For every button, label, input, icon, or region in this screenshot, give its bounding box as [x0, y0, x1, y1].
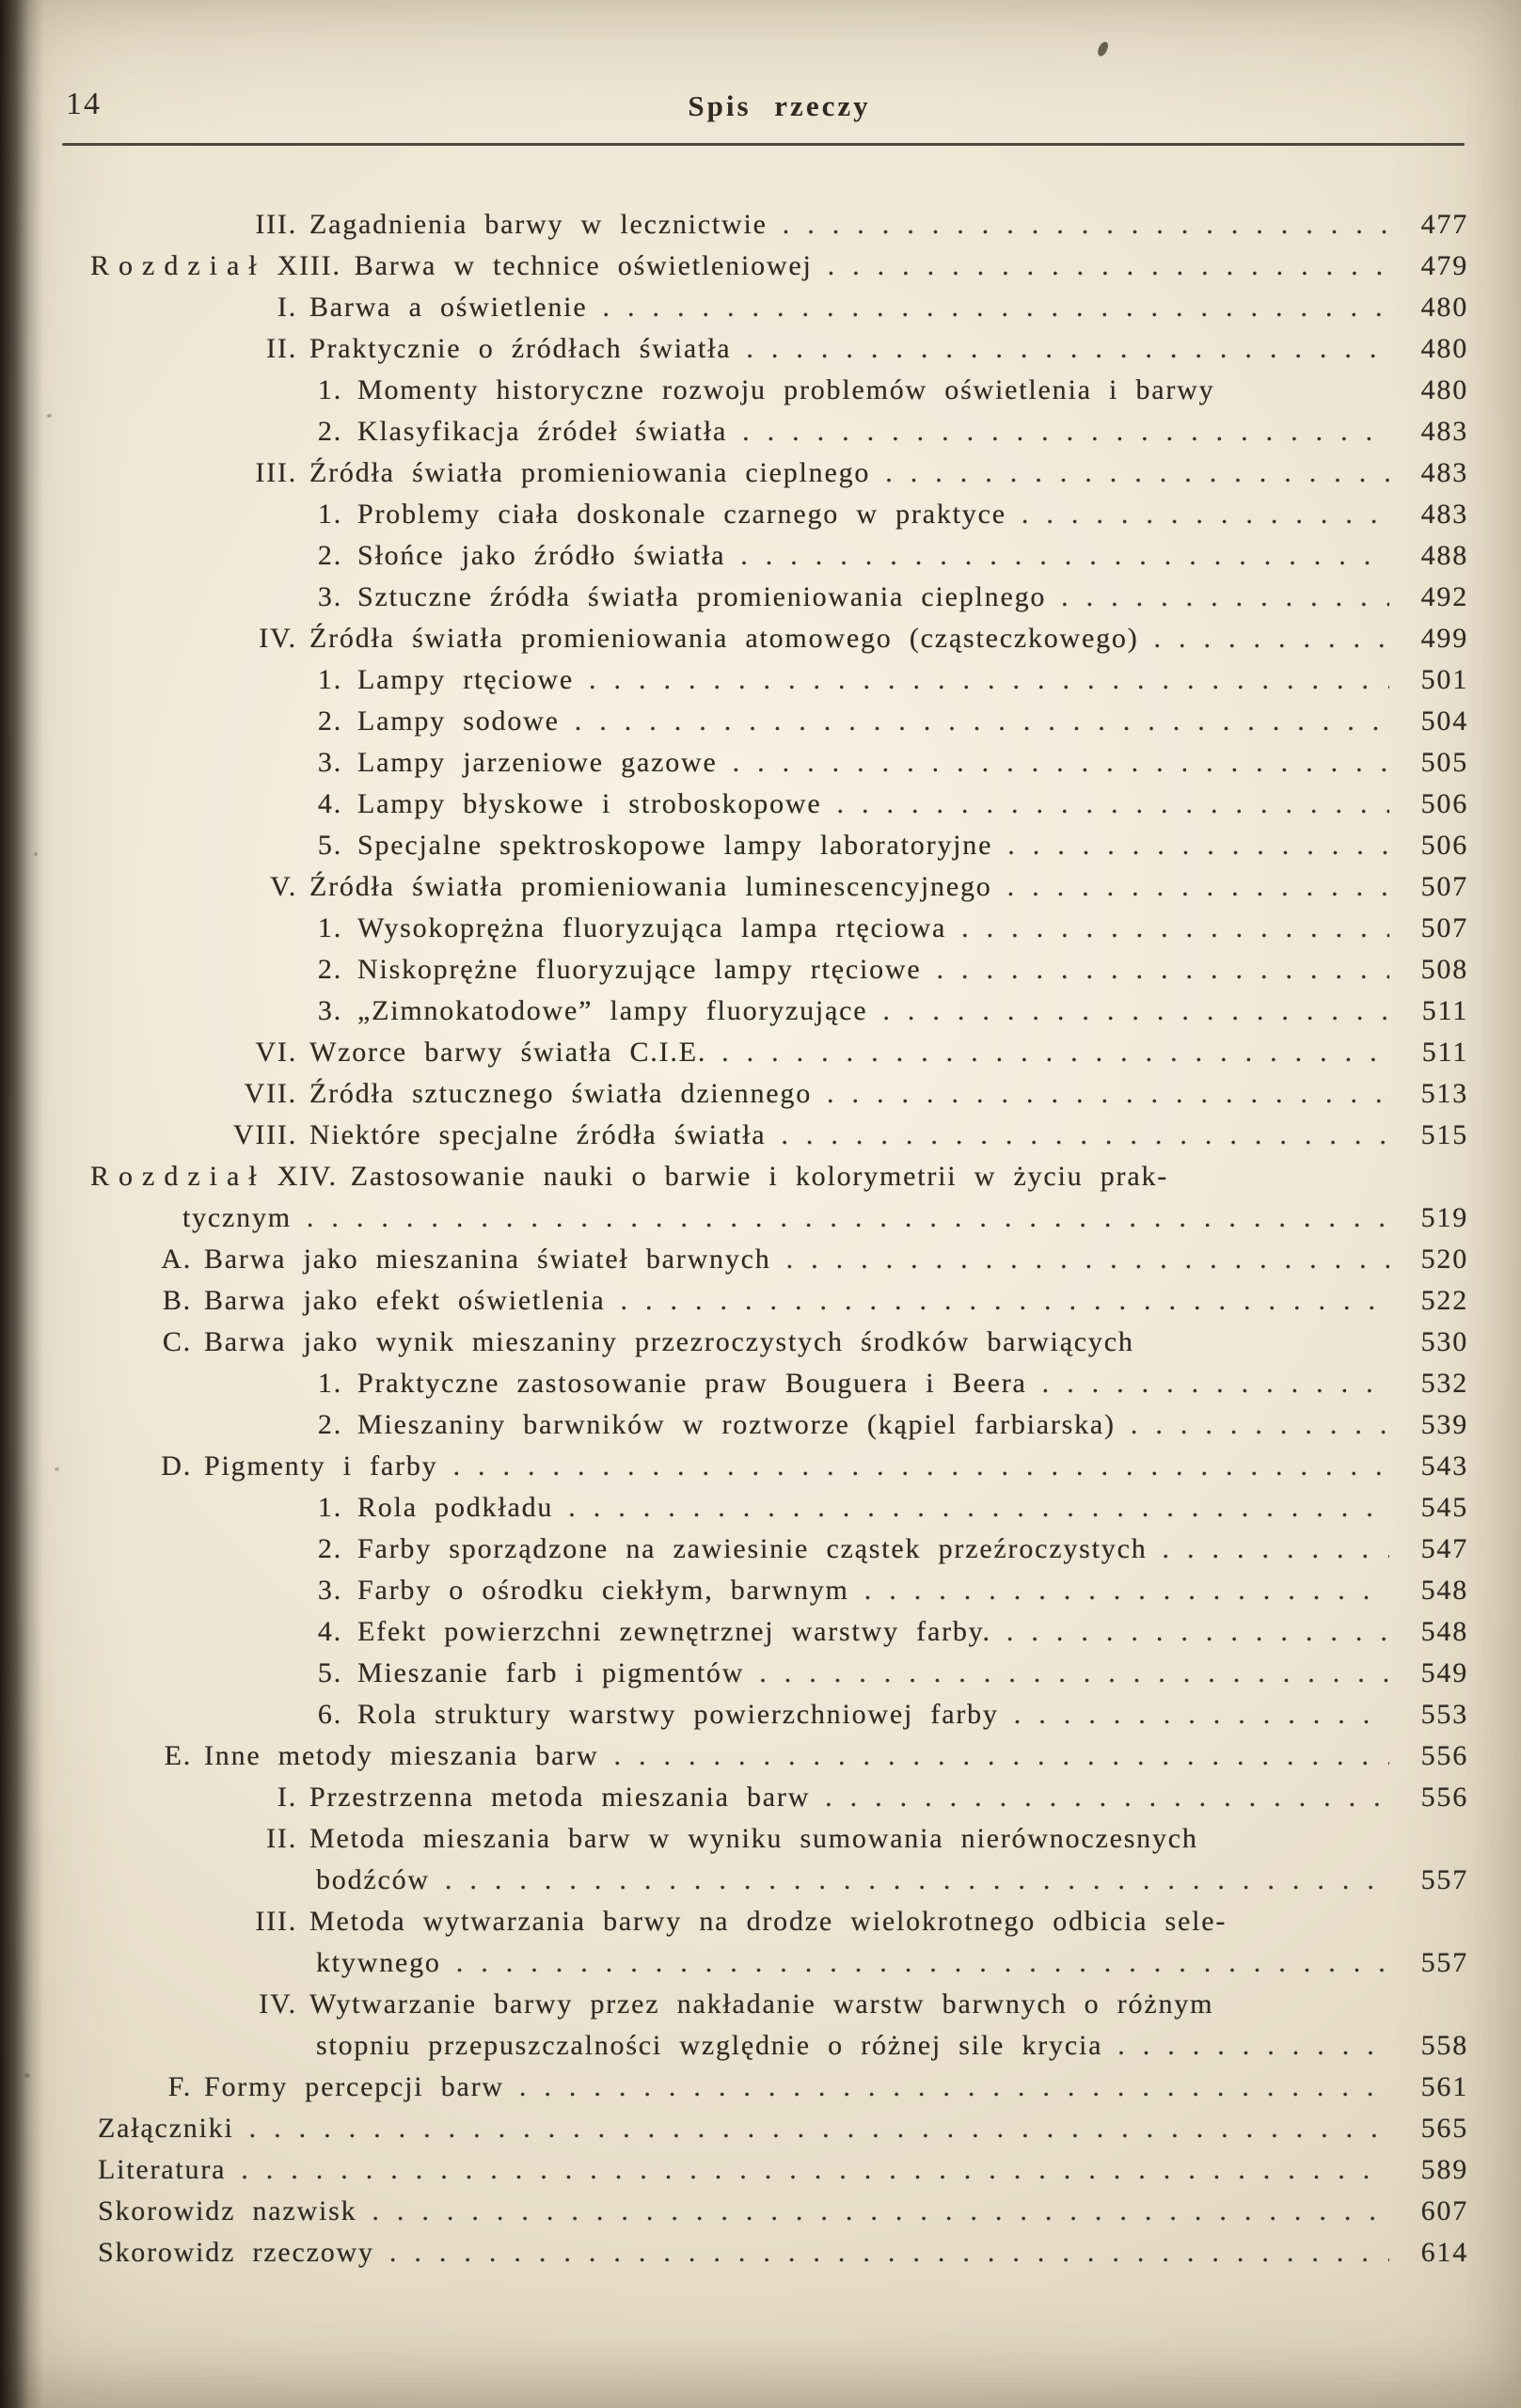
entry-title: tycznym	[182, 1202, 292, 1233]
entry-page-number: 511	[1421, 995, 1468, 1026]
dot-leader	[742, 411, 1389, 452]
entry-number: I.	[277, 1782, 297, 1813]
entry-number: 2.	[317, 954, 342, 985]
toc-entry	[90, 701, 1468, 742]
dot-leader	[721, 1032, 1389, 1073]
entry-number: II.	[266, 333, 297, 364]
entry-number: 4.	[317, 788, 342, 819]
entry-page-number: 492	[1420, 581, 1468, 612]
dot-leader	[827, 1073, 1389, 1115]
toc-entry	[90, 370, 1468, 411]
entry-title: Klasyfikacja źródeł światła	[357, 416, 728, 447]
entry-title: Niskoprężne fluoryzujące lampy rtęciowe	[357, 954, 922, 985]
entry-title: ktywnego	[316, 1947, 441, 1978]
toc-entry	[90, 577, 1468, 618]
entry-title: stopniu przepuszczalności względnie o różnej sile krycia	[316, 2030, 1103, 2061]
entry-title: Źródła światła promieniowania luminescencyjnego	[309, 871, 992, 902]
dot-leader	[1007, 866, 1389, 908]
toc-entry	[90, 494, 1468, 535]
entry-page-number: 561	[1420, 2071, 1468, 2102]
dot-leader	[786, 1239, 1389, 1280]
entry-page-number: 558	[1420, 2030, 1468, 2061]
entry-page-number: 480	[1420, 333, 1468, 364]
entry-title: Problemy ciała doskonale czarnego w praktyce	[357, 499, 1006, 530]
entry-page-number: 548	[1420, 1575, 1468, 1606]
entry-number: F.	[167, 2071, 192, 2102]
entry-page-number: 520	[1420, 1244, 1468, 1275]
entry-number: I.	[277, 292, 297, 323]
entry-page-number: 614	[1420, 2237, 1468, 2268]
entry-page-number: 479	[1420, 250, 1468, 281]
entry-page-number: 607	[1420, 2195, 1468, 2226]
entry-title: Momenty historyczne rozwoju problemów oświetlenia i barwy	[357, 374, 1215, 405]
entry-number: 1.	[317, 374, 342, 405]
dot-leader	[836, 784, 1389, 825]
toc-entry	[90, 2025, 1468, 2067]
entry-page-number: 565	[1420, 2113, 1468, 2144]
entry-page-number: 499	[1420, 623, 1468, 654]
entry-title: Skorowidz nazwisk	[98, 2195, 357, 2226]
entry-title: Przestrzenna metoda mieszania barw	[309, 1782, 811, 1813]
dot-leader	[620, 1280, 1389, 1322]
ink-speck	[1097, 40, 1110, 57]
entry-number: 3.	[317, 747, 342, 778]
entry-title: Praktycznie o źródłach światła	[309, 333, 732, 364]
toc-entry	[90, 908, 1468, 949]
entry-number: A.	[161, 1244, 192, 1275]
entry-number: E.	[164, 1740, 192, 1771]
entry-page-number: 547	[1420, 1533, 1468, 1564]
entry-page-number: 507	[1420, 912, 1468, 943]
ink-speck	[47, 414, 52, 418]
entry-title: Załączniki	[98, 2113, 234, 2144]
entry-title: Barwa jako efekt oświetlenia	[204, 1285, 606, 1316]
dot-leader	[1061, 577, 1389, 618]
dot-leader	[828, 246, 1389, 287]
entry-number: 2.	[317, 540, 342, 571]
entry-number: 2.	[317, 1409, 342, 1440]
toc-entry	[90, 1984, 1468, 2025]
dot-leader	[452, 1446, 1389, 1487]
entry-number: IV.	[259, 1988, 297, 2020]
entry-title: Efekt powierzchni zewnętrznej warstwy farby.	[357, 1616, 991, 1647]
entry-title: Farby o ośrodku ciekłym, barwnym	[357, 1575, 849, 1606]
dot-leader	[602, 287, 1389, 328]
toc-entry	[90, 866, 1468, 908]
dot-leader	[1022, 494, 1389, 535]
dot-leader	[733, 742, 1389, 784]
toc-entry	[90, 618, 1468, 659]
entry-page-number: 483	[1420, 499, 1468, 530]
entry-title: Niektóre specjalne źródła światła	[309, 1119, 767, 1150]
dot-leader	[575, 701, 1389, 742]
dot-leader	[936, 949, 1389, 990]
chapter-word: Rozdział	[90, 1161, 266, 1192]
toc-entry	[90, 1818, 1468, 1860]
entry-number: V.	[270, 871, 297, 902]
entry-title: Farby sporządzone na zawiesinie cząstek przeźroczystych	[357, 1533, 1148, 1564]
entry-page-number: 556	[1420, 1740, 1468, 1771]
entry-page-number: 522	[1420, 1285, 1468, 1316]
entry-page-number: 511	[1421, 1037, 1468, 1068]
dot-leader	[1117, 2025, 1389, 2067]
toc-entry	[90, 1735, 1468, 1777]
entry-number: 2.	[317, 1533, 342, 1564]
dot-leader	[519, 2067, 1389, 2108]
dot-leader	[1006, 1611, 1389, 1653]
dot-leader	[568, 1487, 1389, 1529]
toc-entry	[90, 246, 1468, 287]
entry-number: C.	[162, 1326, 192, 1357]
toc-entry	[90, 2149, 1468, 2191]
dot-leader	[1007, 825, 1389, 866]
toc-entry	[90, 1694, 1468, 1735]
dot-leader	[372, 2191, 1389, 2232]
entry-title: Lampy sodowe	[357, 705, 560, 737]
toc-entry	[90, 535, 1468, 577]
toc-entry	[90, 949, 1468, 990]
entry-number: 3.	[317, 995, 342, 1026]
toc-entry	[90, 1487, 1468, 1529]
entry-number: 2.	[317, 416, 342, 447]
entry-title: Słońce jako źródło światła	[357, 540, 726, 571]
ink-speck	[34, 852, 38, 856]
toc-entry	[90, 1156, 1468, 1197]
toc-entry	[90, 328, 1468, 370]
dot-leader	[1014, 1694, 1389, 1735]
entry-page-number: 480	[1420, 292, 1468, 323]
entry-title: bodźców	[316, 1864, 430, 1895]
dot-leader	[1154, 618, 1389, 659]
entry-title: Metoda mieszania barw w wyniku sumowania nierównoczesnych	[309, 1823, 1198, 1854]
entry-number: III.	[255, 457, 297, 488]
dot-leader	[746, 328, 1389, 370]
entry-title: Praktyczne zastosowanie praw Bouguera i Beera	[357, 1368, 1027, 1399]
toc-entry	[90, 2108, 1468, 2149]
entry-number: 5.	[317, 830, 342, 861]
dot-leader	[781, 1115, 1389, 1156]
toc-entry	[90, 1280, 1468, 1322]
dot-leader	[864, 1570, 1389, 1611]
entry-title: Pigmenty i farby	[204, 1450, 438, 1481]
toc-entry	[90, 1363, 1468, 1404]
entry-page-number: 557	[1420, 1947, 1468, 1978]
entry-number: B.	[162, 1285, 192, 1316]
dot-leader	[445, 1860, 1389, 1901]
entry-title: Mieszanie farb i pigmentów	[357, 1657, 745, 1688]
toc-entry	[90, 1446, 1468, 1487]
toc-entry	[90, 1777, 1468, 1818]
entry-title: Źródła światła promieniowania cieplnego	[309, 457, 871, 488]
entry-title: Specjalne spektroskopowe lampy laboratoryjne	[357, 830, 993, 861]
entry-title: Sztuczne źródła światła promieniowania cieplnego	[357, 581, 1047, 612]
entry-page-number: 530	[1420, 1326, 1468, 1357]
toc-entry	[90, 742, 1468, 784]
entry-title: Lampy jarzeniowe gazowe	[357, 747, 718, 778]
entry-title: Rola podkładu	[357, 1492, 554, 1523]
dot-leader	[456, 1942, 1389, 1984]
toc-entry	[90, 287, 1468, 328]
entry-number: D.	[161, 1450, 192, 1481]
toc-entry	[90, 1942, 1468, 1984]
toc-entry	[90, 1404, 1468, 1446]
dot-leader	[783, 204, 1389, 246]
dot-leader	[882, 990, 1389, 1032]
entry-title: Barwa w technice oświetleniowej	[354, 250, 813, 281]
entry-title: Rola struktury warstwy powierzchniowej farby	[357, 1699, 999, 1730]
entry-number: 2.	[317, 705, 342, 737]
entry-page-number: 488	[1420, 540, 1468, 571]
entry-page-number: 483	[1420, 457, 1468, 488]
entry-title: Mieszaniny barwników w roztworze (kąpiel farbiarska)	[357, 1409, 1116, 1440]
dot-leader	[249, 2108, 1389, 2149]
dot-leader	[740, 535, 1389, 577]
toc-entry	[90, 990, 1468, 1032]
entry-page-number: 548	[1420, 1616, 1468, 1647]
entry-title: Wzorce barwy światła C.I.E.	[309, 1037, 707, 1068]
dot-leader	[759, 1653, 1389, 1694]
toc-entry	[90, 1073, 1468, 1115]
entry-page-number: 504	[1420, 705, 1468, 737]
entry-number: II.	[266, 1823, 297, 1854]
toc-entry	[90, 1653, 1468, 1694]
entry-number: 1.	[317, 1492, 342, 1523]
entry-title: Wysokoprężna fluoryzująca lampa rtęciowa	[357, 912, 947, 943]
toc-entry	[90, 1901, 1468, 1942]
entry-title: Barwa jako mieszanina świateł barwnych	[204, 1244, 771, 1275]
entry-number: 1.	[317, 1368, 342, 1399]
toc-entry	[90, 1115, 1468, 1156]
entry-page-number: 507	[1420, 871, 1468, 902]
entry-page-number: 480	[1420, 374, 1468, 405]
ink-speck	[24, 2073, 30, 2078]
entry-title: Źródła sztucznego światła dziennego	[309, 1078, 812, 1109]
dot-leader	[589, 659, 1389, 701]
entry-page-number: 519	[1420, 1202, 1468, 1233]
entry-number: III.	[255, 209, 297, 240]
entry-number: III.	[255, 1906, 297, 1937]
ink-speck	[55, 1467, 59, 1471]
toc-entry	[90, 2067, 1468, 2108]
entry-title: Źródła światła promieniowania atomowego (cząsteczkowego)	[309, 623, 1139, 654]
entry-page-number: 557	[1420, 1864, 1468, 1895]
entry-number: 3.	[317, 581, 342, 612]
dot-leader	[1131, 1404, 1389, 1446]
entry-page-number: 501	[1420, 664, 1468, 695]
dot-leader	[885, 452, 1389, 494]
entry-page-number: 513	[1420, 1078, 1468, 1109]
toc-entry	[90, 1860, 1468, 1901]
entry-page-number: 508	[1420, 954, 1468, 985]
entry-title: Inne metody mieszania barw	[204, 1740, 599, 1771]
dot-leader	[241, 2149, 1389, 2191]
toc-entry	[90, 784, 1468, 825]
toc-entry	[90, 204, 1468, 246]
toc-entry	[90, 1239, 1468, 1280]
toc-entry	[90, 1197, 1468, 1239]
entry-page-number: 506	[1420, 830, 1468, 861]
toc-entry	[90, 659, 1468, 701]
dot-leader	[1042, 1363, 1389, 1404]
entry-title: Barwa jako wynik mieszaniny przezroczystych środków barwiących	[204, 1326, 1134, 1357]
toc-entry	[90, 2191, 1468, 2232]
entry-page-number: 553	[1420, 1699, 1468, 1730]
entry-title: Metoda wytwarzania barwy na drodze wielokrotnego odbicia sele-	[309, 1906, 1228, 1937]
entry-number: VIII.	[232, 1119, 297, 1150]
toc-entry	[90, 1570, 1468, 1611]
page-number: 14	[66, 87, 102, 121]
entry-number: 6.	[317, 1699, 342, 1730]
entry-title: Zastosowanie nauki o barwie i kolorymetrii w życiu prak-	[350, 1161, 1169, 1192]
dot-leader	[307, 1197, 1389, 1239]
toc-entry	[90, 1611, 1468, 1653]
entry-number: 3.	[317, 1575, 342, 1606]
entry-page-number: 543	[1420, 1450, 1468, 1481]
entry-number: IV.	[259, 623, 297, 654]
entry-page-number: 515	[1420, 1119, 1468, 1150]
entry-page-number: 483	[1420, 416, 1468, 447]
toc-entry	[90, 1322, 1468, 1363]
entry-title: Literatura	[98, 2154, 227, 2185]
entry-number: 4.	[317, 1616, 342, 1647]
entry-title: Lampy rtęciowe	[357, 664, 574, 695]
entry-title: Lampy błyskowe i stroboskopowe	[357, 788, 822, 819]
dot-leader	[389, 2232, 1389, 2273]
entry-number: 5.	[317, 1657, 342, 1688]
dot-leader	[825, 1777, 1389, 1818]
entry-page-number: 589	[1420, 2154, 1468, 2185]
table-of-contents	[90, 204, 1468, 2273]
toc-entry	[90, 825, 1468, 866]
entry-title: Zagadnienia barwy w lecznictwie	[309, 209, 768, 240]
entry-page-number: 477	[1420, 209, 1468, 240]
toc-entry	[90, 1529, 1468, 1570]
toc-entry	[90, 2232, 1468, 2273]
entry-title: Formy percepcji barw	[204, 2071, 504, 2102]
entry-number: 1.	[317, 912, 342, 943]
entry-number: VII.	[244, 1078, 297, 1109]
entry-title: Wytwarzanie barwy przez nakładanie warstw barwnych o różnym	[309, 1988, 1214, 2020]
entry-page-number: 506	[1420, 788, 1468, 819]
header-rule	[62, 143, 1465, 146]
dot-leader	[1163, 1529, 1390, 1570]
entry-number: XIV.	[277, 1161, 338, 1192]
page-edge-shadow	[0, 0, 43, 2408]
entry-number: XIII.	[277, 250, 341, 281]
entry-number: 1.	[317, 499, 342, 530]
entry-number: 1.	[317, 664, 342, 695]
entry-title: „Zimnokatodowe” lampy fluoryzujące	[357, 995, 868, 1026]
toc-entry	[90, 411, 1468, 452]
chapter-word: Rozdział	[90, 250, 266, 281]
toc-entry	[90, 452, 1468, 494]
running-title: Spis rzeczy	[688, 89, 871, 122]
entry-page-number: 556	[1420, 1782, 1468, 1813]
entry-page-number: 545	[1420, 1492, 1468, 1523]
entry-page-number: 549	[1420, 1657, 1468, 1688]
entry-number: VI.	[255, 1037, 297, 1068]
entry-page-number: 532	[1420, 1368, 1468, 1399]
entry-page-number: 505	[1420, 747, 1468, 778]
page-header	[66, 87, 1468, 135]
entry-title: Skorowidz rzeczowy	[98, 2237, 374, 2268]
toc-entry	[90, 1032, 1468, 1073]
dot-leader	[614, 1735, 1389, 1777]
entry-page-number: 539	[1420, 1409, 1468, 1440]
dot-leader	[961, 908, 1389, 949]
entry-title: Barwa a oświetlenie	[309, 292, 588, 323]
